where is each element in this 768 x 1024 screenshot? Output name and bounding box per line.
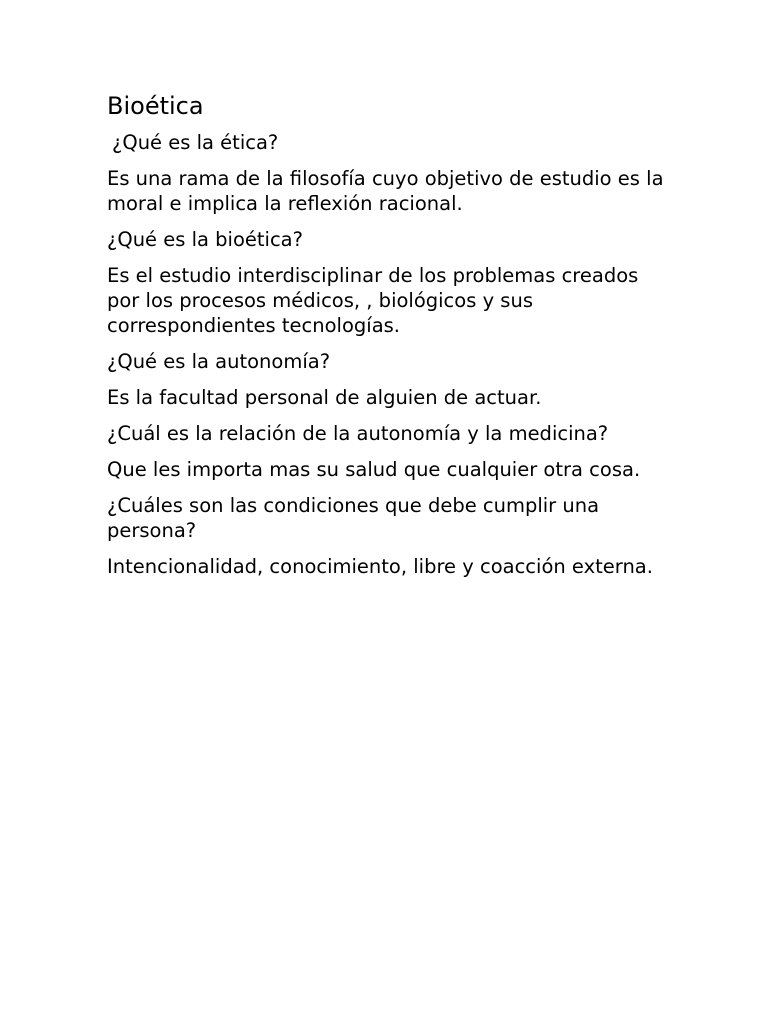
document-title: Bioética xyxy=(107,92,204,120)
answer-ethics: Es una rama de la filosofía cuyo objetivo de estudio es la moral e implica la reflexión racional. xyxy=(107,167,664,215)
question-bioethics: ¿Qué es la bioética? xyxy=(107,228,303,251)
question-ethics: ¿Qué es la ética? xyxy=(112,131,279,154)
document-page xyxy=(107,90,667,590)
answer-bioethics: Es el estudio interdisciplinar de los problemas creados por los procesos médicos, , biológicos y sus correspondientes tecnologías. xyxy=(107,264,639,337)
question-conditions: ¿Cuáles son las condiciones que debe cumplir una persona? xyxy=(107,494,600,542)
question-autonomy-medicine: ¿Cuál es la relación de la autonomía y la medicina? xyxy=(107,422,609,445)
answer-autonomy: Es la facultad personal de alguien de actuar. xyxy=(107,386,542,409)
answer-conditions: Intencionalidad, conocimiento, libre y coacción externa. xyxy=(107,555,653,578)
question-autonomy: ¿Qué es la autonomía? xyxy=(107,350,331,373)
answer-autonomy-medicine: Que les importa mas su salud que cualquier otra cosa. xyxy=(107,458,641,481)
